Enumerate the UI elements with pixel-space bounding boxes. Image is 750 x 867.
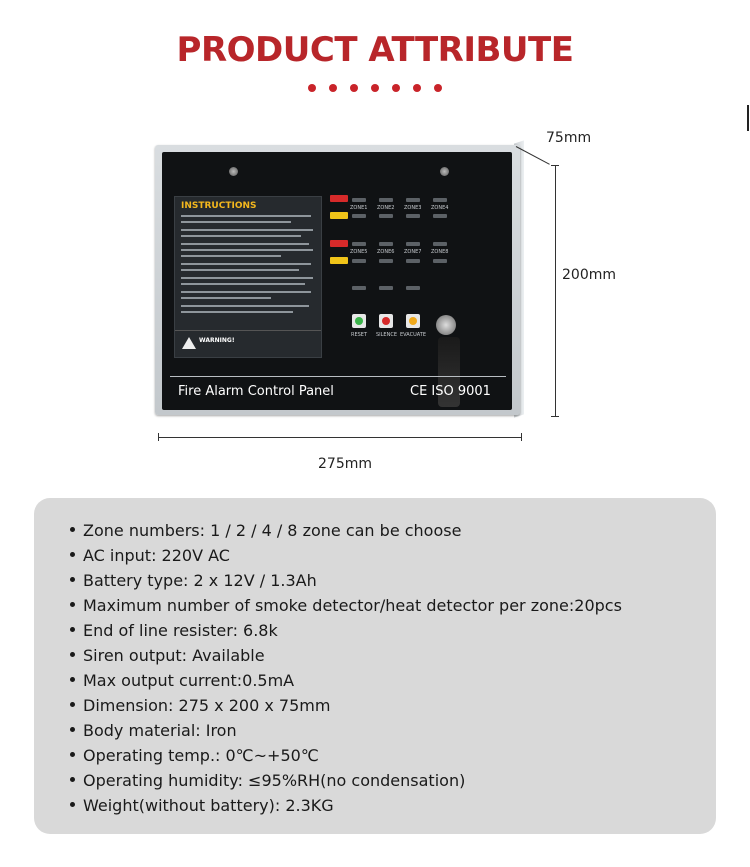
text-line	[181, 243, 309, 245]
spec-item	[70, 668, 622, 693]
text-line	[181, 263, 311, 265]
dot-icon	[308, 84, 316, 92]
width-label: 275mm	[318, 456, 372, 472]
bullet-icon	[70, 752, 75, 757]
spec-item	[70, 643, 622, 668]
instructions-title: INSTRUCTIONS	[181, 201, 257, 211]
spec-text: Siren output: Available	[83, 646, 265, 665]
led	[433, 259, 447, 263]
text-line	[181, 249, 313, 251]
zone-label: ZONE4	[431, 205, 449, 211]
text-line	[181, 297, 271, 299]
led	[406, 259, 420, 263]
edge-mark	[747, 105, 749, 131]
led	[352, 242, 366, 246]
zone-label: ZONE5	[350, 249, 368, 255]
text-line	[181, 311, 293, 313]
bullet-icon	[70, 552, 75, 557]
zone-label: ZONE1	[350, 205, 368, 211]
fault-label-2	[330, 257, 348, 264]
spec-text: Maximum number of smoke detector/heat detector per zone:20pcs	[83, 596, 622, 615]
button-label: EVACUATE	[400, 332, 426, 338]
height-line	[555, 165, 556, 416]
led	[379, 242, 393, 246]
warning-icon	[182, 337, 196, 349]
warning-text: WARNING!	[199, 337, 235, 344]
spec-item	[70, 568, 622, 593]
dot-icon	[329, 84, 337, 92]
dim-cap	[551, 416, 559, 417]
led	[352, 286, 366, 290]
dot-icon	[371, 84, 379, 92]
spec-item	[70, 518, 622, 543]
panel-name: Fire Alarm Control Panel	[178, 384, 334, 399]
text-line	[181, 229, 313, 231]
screw-icon	[440, 167, 449, 176]
spec-text: Operating temp.: 0℃~+50℃	[83, 746, 319, 765]
fire-label-2	[330, 240, 348, 247]
evacuate-button	[406, 314, 420, 328]
led	[379, 286, 393, 290]
spec-text: End of line resister: 6.8k	[83, 621, 278, 640]
bullet-icon	[70, 802, 75, 807]
zone-label: ZONE6	[377, 249, 395, 255]
bullet-icon	[70, 527, 75, 532]
zone-label: ZONE3	[404, 205, 422, 211]
height-label: 200mm	[562, 267, 616, 283]
text-line	[181, 235, 301, 237]
dot-icon	[350, 84, 358, 92]
bullet-icon	[70, 777, 75, 782]
led	[406, 286, 420, 290]
led	[406, 198, 420, 202]
instructions-card	[174, 196, 322, 358]
button-label: SILENCE	[376, 332, 397, 338]
text-line	[181, 221, 291, 223]
keyswitch-icon	[436, 315, 456, 335]
text-line	[181, 283, 305, 285]
led	[379, 259, 393, 263]
title-dots	[0, 84, 750, 92]
bullet-icon	[70, 727, 75, 732]
spec-item	[70, 618, 622, 643]
spec-text: Dimension: 275 x 200 x 75mm	[83, 696, 331, 715]
dot-icon	[392, 84, 400, 92]
spec-item	[70, 718, 622, 743]
fire-label-1	[330, 195, 348, 202]
bullet-icon	[70, 577, 75, 582]
spec-text: Operating humidity: ≤95%RH(no condensation)	[83, 771, 466, 790]
dim-cap	[521, 433, 522, 441]
reset-button	[352, 314, 366, 328]
dot-icon	[413, 84, 421, 92]
spec-item	[70, 693, 622, 718]
spec-text: Weight(without battery): 2.3KG	[83, 796, 334, 815]
led	[433, 242, 447, 246]
panel-cert: CE ISO 9001	[410, 384, 491, 399]
bullet-icon	[70, 602, 75, 607]
led	[352, 198, 366, 202]
dot-icon	[434, 84, 442, 92]
bullet-icon	[70, 677, 75, 682]
spec-item	[70, 593, 622, 618]
led	[406, 214, 420, 218]
depth-label: 75mm	[546, 130, 592, 146]
bullet-icon	[70, 652, 75, 657]
fault-label-1	[330, 212, 348, 219]
spec-text: AC input: 220V AC	[83, 546, 230, 565]
page-title: PRODUCT ATTRIBUTE	[176, 30, 574, 70]
spec-item	[70, 743, 622, 768]
spec-item	[70, 793, 622, 818]
led	[352, 259, 366, 263]
bullet-icon	[70, 702, 75, 707]
text-line	[181, 255, 281, 257]
spec-text: Max output current:0.5mA	[83, 671, 295, 690]
text-line	[181, 215, 311, 217]
warning-bar	[175, 330, 321, 357]
text-line	[181, 291, 311, 293]
zone-label: ZONE2	[377, 205, 395, 211]
spec-text: Zone numbers: 1 / 2 / 4 / 8 zone can be choose	[83, 521, 462, 540]
text-line	[181, 305, 309, 307]
spec-text: Battery type: 2 x 12V / 1.3Ah	[83, 571, 317, 590]
width-line	[158, 437, 522, 438]
spec-item	[70, 543, 622, 568]
zone-label: ZONE7	[404, 249, 422, 255]
led	[433, 198, 447, 202]
bullet-icon	[70, 627, 75, 632]
zone-label: ZONE8	[431, 249, 449, 255]
led	[379, 198, 393, 202]
specs-list	[70, 518, 622, 818]
text-line	[181, 269, 299, 271]
spec-text: Body material: Iron	[83, 721, 237, 740]
led	[352, 214, 366, 218]
silence-button	[379, 314, 393, 328]
text-line	[181, 277, 313, 279]
button-label: RESET	[351, 332, 368, 338]
spec-item	[70, 768, 622, 793]
panel-divider	[170, 376, 506, 377]
screw-icon	[229, 167, 238, 176]
led	[379, 214, 393, 218]
led	[406, 242, 420, 246]
led	[433, 214, 447, 218]
